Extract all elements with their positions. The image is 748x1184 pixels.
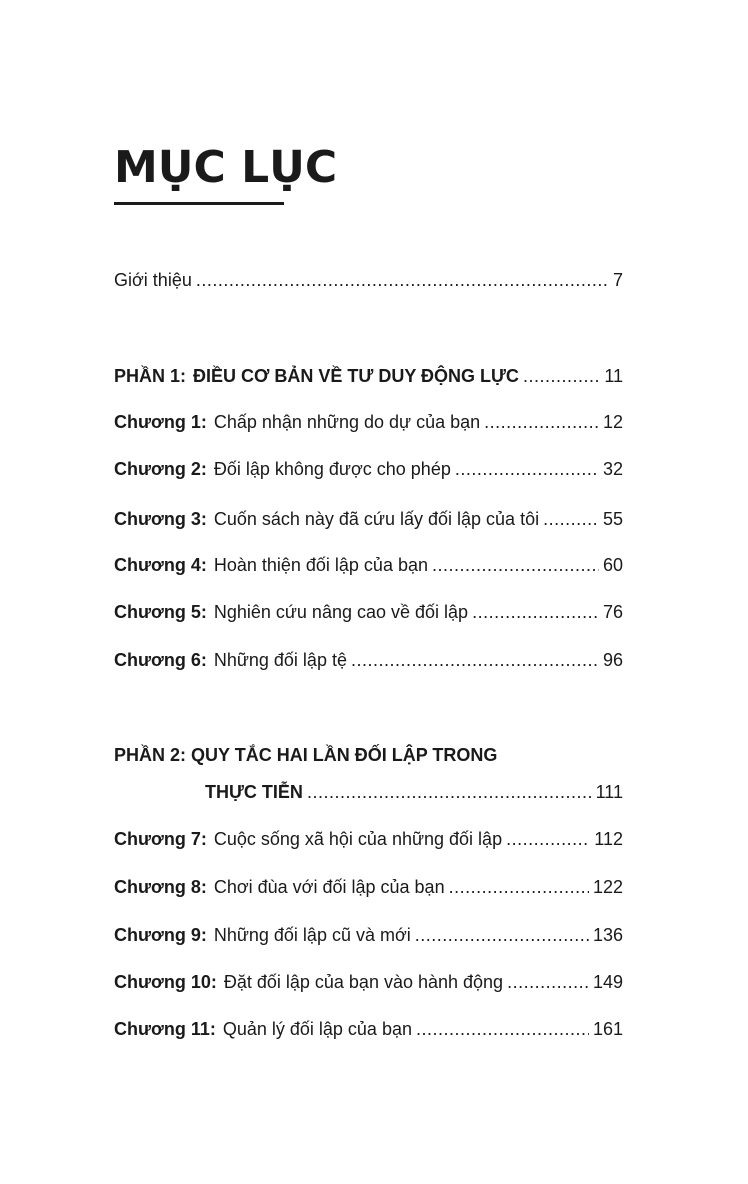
- toc-chapter-title: Chấp nhận những do dự của bạn: [213, 412, 481, 432]
- toc-leader-dots: [432, 552, 599, 578]
- toc-chapter-title: Quản lý đối lập của bạn: [222, 1019, 412, 1039]
- title-underline: [114, 202, 284, 205]
- toc-entry-part-2[interactable]: [205, 779, 623, 805]
- toc-leader-dots: [455, 456, 599, 482]
- toc-leader-dots: [506, 826, 590, 852]
- toc-page-number: 76: [602, 602, 623, 622]
- toc-chapter-label: Chương 3:: [114, 509, 207, 529]
- toc-chapter-title: Đặt đối lập của bạn vào hành động: [223, 972, 504, 992]
- toc-chapter-title: Những đối lập cũ và mới: [213, 925, 411, 945]
- toc-leader-dots: [543, 506, 599, 532]
- toc-entry-chapter-5[interactable]: [114, 599, 623, 625]
- toc-entry-chapter-10[interactable]: [114, 969, 623, 995]
- toc-part-title: ĐIỀU CƠ BẢN VỀ TƯ DUY ĐỘNG LỰC: [193, 366, 519, 386]
- toc-leader-dots: [196, 267, 609, 293]
- toc-leader-dots: [415, 922, 589, 948]
- toc-entry-part-1[interactable]: [114, 363, 623, 389]
- toc-page-number: 122: [592, 877, 623, 897]
- toc-chapter-title: Đối lập không được cho phép: [213, 459, 451, 479]
- toc-chapter-title: Cuộc sống xã hội của những đối lập: [213, 829, 503, 849]
- toc-page-number: 136: [592, 925, 623, 945]
- toc-chapter-label: Chương 4:: [114, 555, 207, 575]
- toc-chapter-label: Chương 6:: [114, 650, 207, 670]
- toc-chapter-label: Chương 10:: [114, 972, 217, 992]
- toc-page-number: 149: [592, 972, 623, 992]
- toc-page-number: 112: [594, 829, 623, 849]
- toc-page-number: 111: [595, 782, 623, 802]
- toc-chapter-title: Nghiên cứu nâng cao về đối lập: [213, 602, 469, 622]
- toc-leader-dots: [416, 1016, 589, 1042]
- toc-chapter-title: Hoàn thiện đối lập của bạn: [213, 555, 428, 575]
- toc-chapter-title: Những đối lập tệ: [213, 650, 347, 670]
- toc-chapter-label: Chương 9:: [114, 925, 207, 945]
- page-title: MỤC LỤC: [114, 142, 338, 193]
- toc-entry-chapter-4[interactable]: [114, 552, 623, 578]
- toc-page-number: 7: [612, 270, 623, 290]
- toc-leader-dots: [351, 647, 599, 673]
- toc-leader-dots: [484, 409, 599, 435]
- toc-leader-dots: [449, 874, 589, 900]
- toc-part-label: PHẦN 1:: [114, 366, 187, 386]
- toc-entry-chapter-1[interactable]: [114, 409, 623, 435]
- toc-page-number: 12: [602, 412, 623, 432]
- toc-entry-chapter-7[interactable]: [114, 826, 623, 852]
- toc-entry-chapter-8[interactable]: [114, 874, 623, 900]
- toc-entry-intro[interactable]: [114, 267, 623, 293]
- toc-chapter-label: Chương 1:: [114, 412, 207, 432]
- toc-page-number: 161: [592, 1019, 623, 1039]
- toc-entry-chapter-9[interactable]: [114, 922, 623, 948]
- toc-page-number: 55: [602, 509, 623, 529]
- toc-part-2-heading[interactable]: [114, 742, 623, 768]
- toc-page-number: 11: [604, 366, 623, 386]
- toc-page-number: 96: [602, 650, 623, 670]
- toc-entry-chapter-3[interactable]: [114, 506, 623, 532]
- toc-part-title-line-2: THỰC TIỄN: [205, 782, 303, 802]
- toc-chapter-label: Chương 7:: [114, 829, 207, 849]
- toc-leader-dots: [307, 779, 592, 805]
- toc-chapter-label: Chương 11:: [114, 1019, 216, 1039]
- toc-chapter-label: Chương 8:: [114, 877, 207, 897]
- toc-entry-title: Giới thiệu: [114, 270, 192, 290]
- toc-entry-chapter-11[interactable]: [114, 1016, 623, 1042]
- toc-leader-dots: [523, 363, 600, 389]
- toc-page-number: 60: [602, 555, 623, 575]
- toc-entry-chapter-6[interactable]: [114, 647, 623, 673]
- toc-entry-chapter-2[interactable]: [114, 456, 623, 482]
- toc-part-title-line-1: QUY TẮC HAI LẦN ĐỐI LẬP TRONG: [191, 745, 498, 765]
- toc-chapter-title: Chơi đùa với đối lập của bạn: [213, 877, 445, 897]
- toc-chapter-label: Chương 2:: [114, 459, 207, 479]
- toc-chapter-title: Cuốn sách này đã cứu lấy đối lập của tôi: [213, 509, 540, 529]
- toc-chapter-label: Chương 5:: [114, 602, 207, 622]
- toc-page-number: 32: [602, 459, 623, 479]
- toc-leader-dots: [472, 599, 599, 625]
- toc-leader-dots: [507, 969, 589, 995]
- toc-part-label: PHẦN 2:: [114, 745, 187, 765]
